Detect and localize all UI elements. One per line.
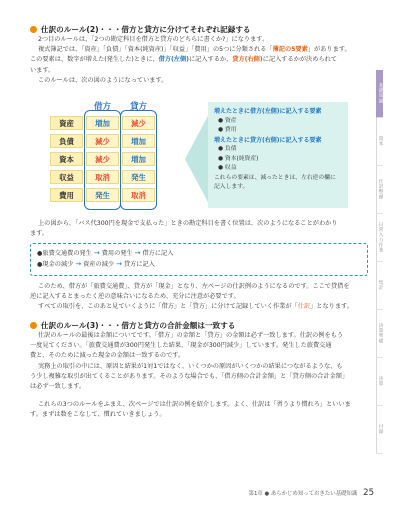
- credit-header: 貸方: [129, 102, 147, 112]
- tab-closing[interactable]: 決算: [376, 358, 383, 406]
- left-arrow-icon: [185, 114, 209, 204]
- credit-cell: 増加: [122, 152, 155, 166]
- debit-header: 借方: [93, 102, 111, 112]
- tab-daily-input[interactable]: 日常入力作業: [376, 214, 383, 262]
- bullet-dot-icon: [30, 26, 37, 33]
- example-explanation: このため、借方が「旅費交通費」、貸方が「現金」となり、左ページの仕訳例のようになるのです。ここで貸借を 逆に記入するとまったく逆の意味合いになるため、充分に注意が必要です。 すべての取引を、このあと見ていくように「借方」と「貸方」に分けて記録していく作業が「仕訳」となります。: [30, 283, 353, 311]
- paragraph: います。: [30, 66, 55, 74]
- page-footer: [249, 488, 374, 498]
- section-3: 仕訳のルール(3)・・・借方と貸方の合計金額は一致する 仕訳のルールの最後は金額についてです。「借方」の金額と「貸方」の金額は必ず一致します。仕訳の例をもう 一度見てください。「旅費交通費が300円発生した結果、「現金が300円減少」しています。発生した旅費交通 費と、そのために減った現金の金額は一致するのです。 実務上の取引の中には、原因と結果が1対1ではなく、いくつかの原因がいくつかの結果につながるような、も う少し複雑な取引が出てくることがあります。そのような場合でも、「借方側の合計金額」と「貸方側の合計金額」 は必ず一致します。 これらの3つのルールをふまえ、次ページでは仕訳の例を紹介します。よく、仕訳は「習うより慣れろ」といいま す。まずは数をこなして、慣れていきましょう。: [30, 320, 375, 421]
- credit-cell: 取消: [122, 188, 155, 202]
- credit-cell: 増加: [122, 134, 155, 148]
- row-label: 収益: [50, 170, 83, 184]
- debit-cell: 取消: [86, 170, 119, 184]
- diagram-row: [50, 188, 170, 202]
- diagram-row: [50, 152, 170, 166]
- example-intro: 上の図から、「バス代300円を現金で支払った」ときの勘定科目を書く位置は、次のようになることがわかり ます。: [30, 220, 338, 238]
- debit-cell: 減少: [86, 152, 119, 166]
- debit-credit-diagram: [50, 100, 350, 210]
- diagram-row: [50, 134, 170, 148]
- diagram-row: [50, 116, 170, 130]
- row-label: 資産: [50, 116, 83, 130]
- debit-cell: 減少: [86, 134, 119, 148]
- credit-cell: 発生: [122, 170, 155, 184]
- row-label: 負債: [50, 134, 83, 148]
- paragraph: 2つ目のルールは、「2つの勘定科目を借方と貸方のどちらに書くか?」になります。: [38, 36, 269, 43]
- example-box: ●旅費交通費の発生 → 費用の発生 → 借方に記入 ●現金の減少 → 資産の減少 → 貸方に記入: [30, 243, 368, 276]
- debit-cell: 増加: [86, 116, 119, 130]
- debit-cell: 発生: [86, 188, 119, 202]
- section-heading: 仕訳のルール(2)・・・借方と貸方に分けてそれぞれ記録する: [30, 24, 375, 35]
- tab-capital[interactable]: 資本: [376, 118, 383, 166]
- chapter-tabs: [376, 70, 400, 454]
- page-number: 25: [363, 488, 374, 498]
- tab-closing-prep[interactable]: 決算準備: [376, 310, 383, 358]
- chapter-title: 第1章 ● あらかじめ知っておきたい基礎知識: [248, 491, 358, 497]
- tab-basics[interactable]: 基礎知識: [376, 70, 383, 118]
- paragraph: この要素は、数字が増えた(発生した)ときに、借方(左側)に記入するか、貸方(右側)に記入するかが決められて: [30, 56, 337, 64]
- row-label: 資本: [50, 152, 83, 166]
- section-heading: 仕訳のルール(3)・・・借方と貸方の合計金額は一致する: [30, 320, 375, 331]
- paragraph: 複式簿記では、「資産」「負債」「資本(純資産)」「収益」「費用」の5つに分類される「簿記の5要素」があります。: [38, 46, 351, 54]
- tab-appendix[interactable]: 付録: [376, 406, 383, 454]
- diagram-row: [50, 170, 170, 184]
- bullet-dot-icon: [30, 322, 37, 329]
- row-label: 費用: [50, 188, 83, 202]
- main-content: [30, 24, 375, 86]
- tab-summary[interactable]: 集計: [376, 262, 383, 310]
- paragraph: このルールは、次の図のようになっています。: [38, 76, 168, 84]
- info-box: 増えたときに借方(左側)に記入する要素 ● 資産 ● 費用 増えたときに貸方(右側)に記入する要素 ● 負債 ● 資本(純資産) ● 収益 これらの要素は、減ったときは、左右逆の欄に 記入します。: [208, 102, 348, 208]
- tab-journal[interactable]: 仕訳整理: [376, 166, 383, 214]
- credit-cell: 減少: [122, 116, 155, 130]
